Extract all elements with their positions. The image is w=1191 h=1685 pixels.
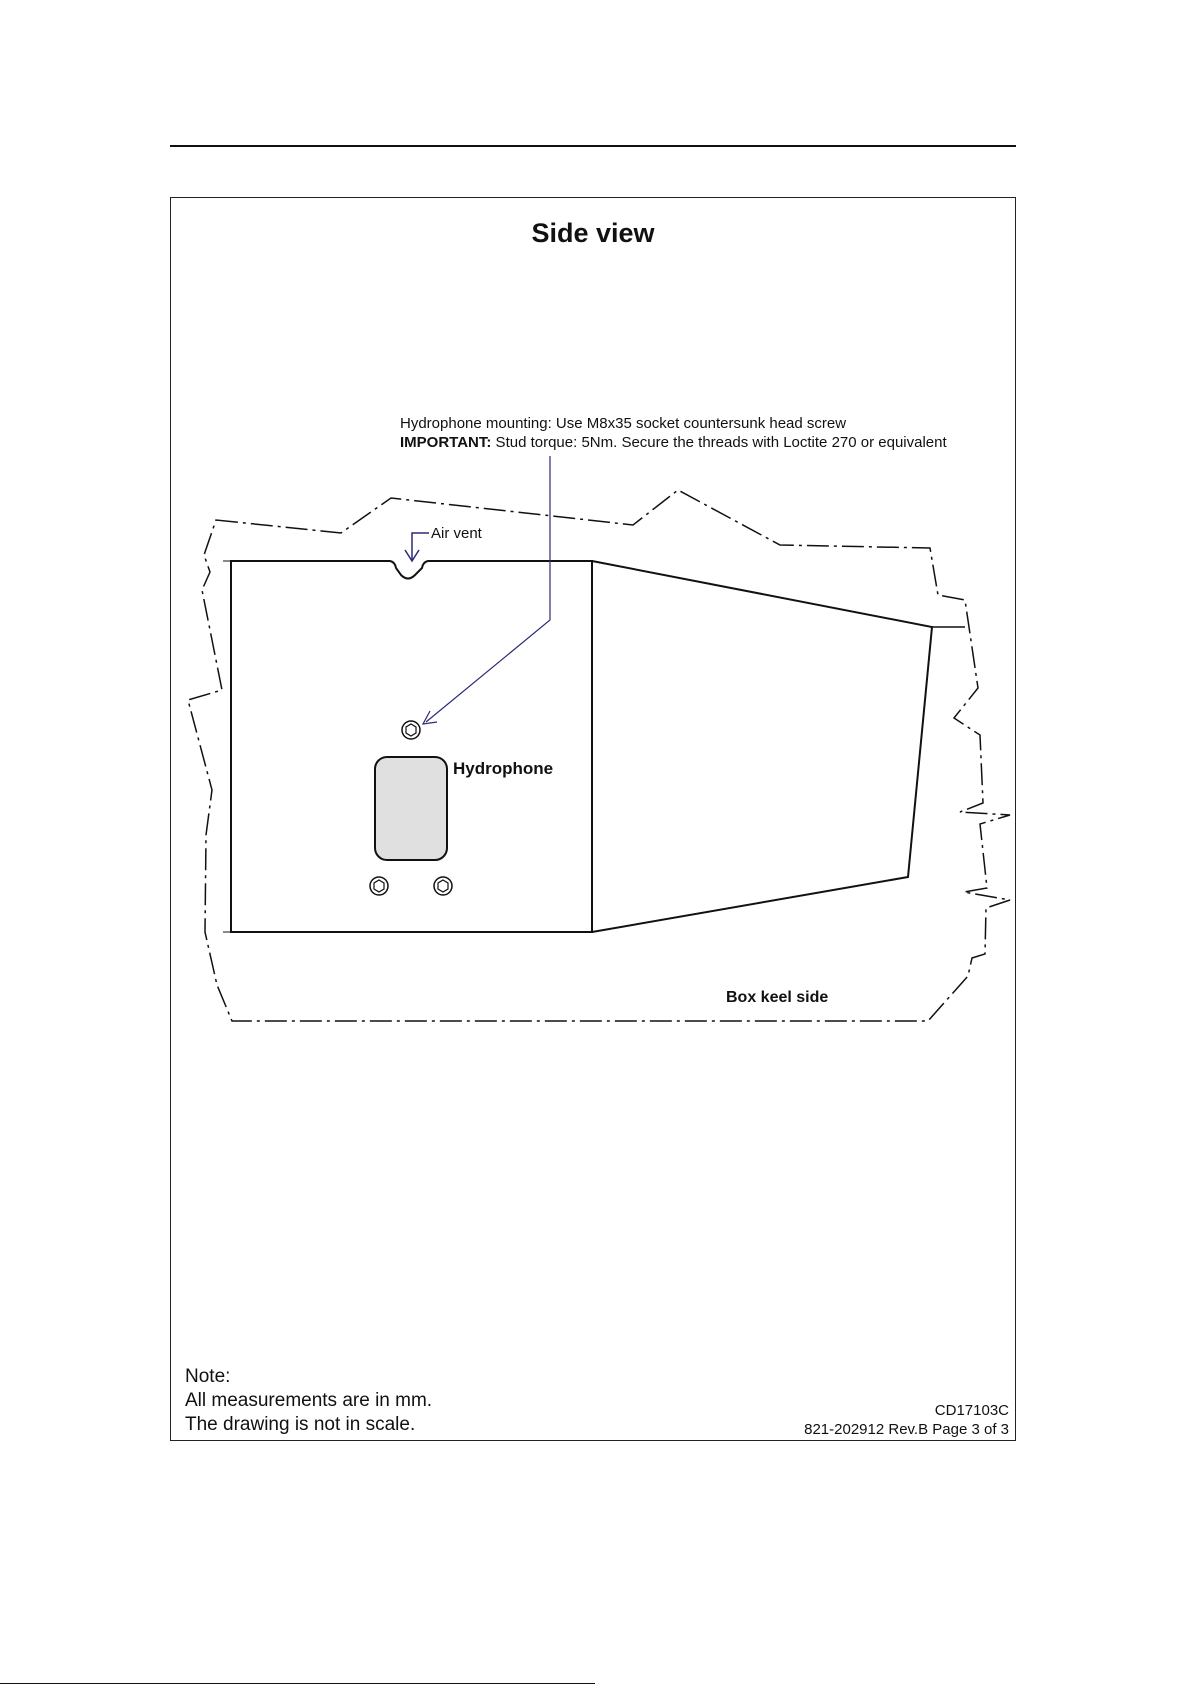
box-outline xyxy=(231,561,592,932)
page-title: Side view xyxy=(531,218,655,248)
document-reference: 821-202912 Rev.B Page 3 of 3 xyxy=(804,1421,1009,1438)
hydrophone-label: Hydrophone xyxy=(453,759,554,778)
screw-top xyxy=(402,721,420,739)
drawing-id: CD17103C xyxy=(934,1402,1009,1419)
footer-rule xyxy=(0,1683,595,1684)
hydrophone-leader-arrowhead xyxy=(423,711,437,724)
callout-line-1: Hydrophone mounting: Use M8x35 socket countersunk head screw xyxy=(400,415,847,432)
important-label: IMPORTANT: xyxy=(400,434,492,451)
fairing-outline xyxy=(592,561,932,932)
air-vent-label: Air vent xyxy=(431,525,482,542)
note-line-1: All measurements are in mm. xyxy=(185,1390,433,1411)
hydrophone-body xyxy=(375,757,447,860)
hydrophone-leader xyxy=(426,456,550,722)
screw-bottom-right xyxy=(434,877,452,895)
screw-bottom-left xyxy=(370,877,388,895)
hull-outline xyxy=(188,490,1010,1021)
callout-line-2-text: Stud torque: 5Nm. Secure the threads with Loctite 270 or equivalent xyxy=(491,434,947,451)
box-keel-side-label: Box keel side xyxy=(726,989,829,1006)
note-line-2: The drawing is not in scale. xyxy=(185,1414,416,1435)
note-heading: Note: xyxy=(185,1366,231,1387)
